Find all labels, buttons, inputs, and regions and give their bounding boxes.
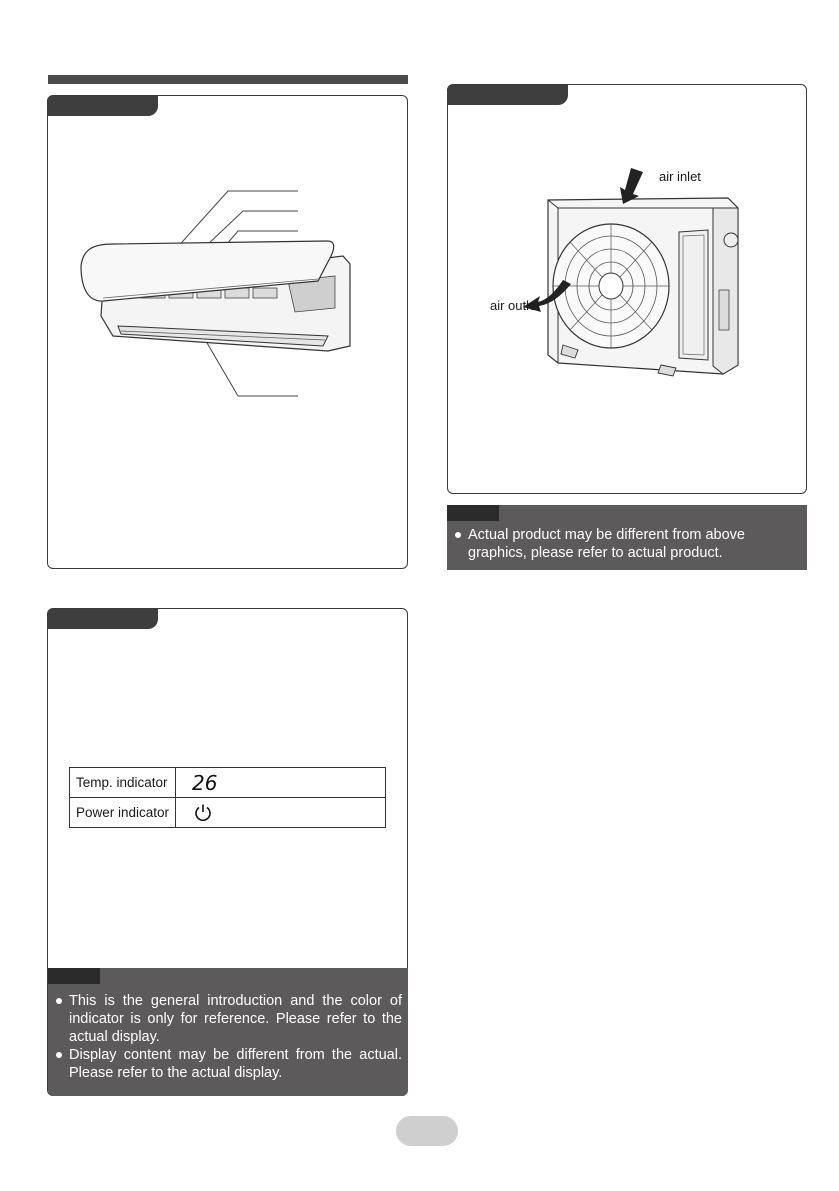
note-item: Actual product may be different from above graphics, please refer to actual product. <box>451 526 803 562</box>
indoor-unit-panel <box>47 95 408 569</box>
note-item: Display content may be different from the actual. Please refer to the actual display. <box>52 1046 402 1082</box>
note-tab <box>48 968 100 984</box>
outdoor-unit-panel <box>447 84 807 494</box>
power-indicator-symbol <box>176 798 386 828</box>
temp-indicator-label: Temp. indicator <box>70 768 176 798</box>
note-tab <box>447 505 499 521</box>
air-inlet-label: air inlet <box>659 169 701 184</box>
indoor-unit-illustration <box>73 186 373 416</box>
temp-indicator-symbol <box>176 768 386 798</box>
page-number-badge <box>396 1116 458 1146</box>
section-rule <box>48 75 408 84</box>
power-icon <box>192 802 214 824</box>
note-list <box>52 992 402 1082</box>
temp-digits-icon <box>190 771 230 795</box>
temp-digits: 26 <box>192 770 218 795</box>
indicator-table <box>69 767 386 828</box>
table-row <box>70 768 386 798</box>
panel-tab <box>48 609 158 629</box>
table-row <box>70 798 386 828</box>
note-item: This is the general introduction and the color of indicator is only for reference. Please refer to the actual display. <box>52 992 402 1046</box>
panel-tab <box>48 96 158 116</box>
air-outlet-label: air outlet <box>490 298 540 313</box>
panel-tab <box>448 85 568 105</box>
outdoor-note <box>447 505 807 570</box>
note-list <box>451 526 803 562</box>
outdoor-unit-illustration <box>483 160 783 390</box>
display-note <box>48 968 408 1096</box>
power-indicator-label: Power indicator <box>70 798 176 828</box>
